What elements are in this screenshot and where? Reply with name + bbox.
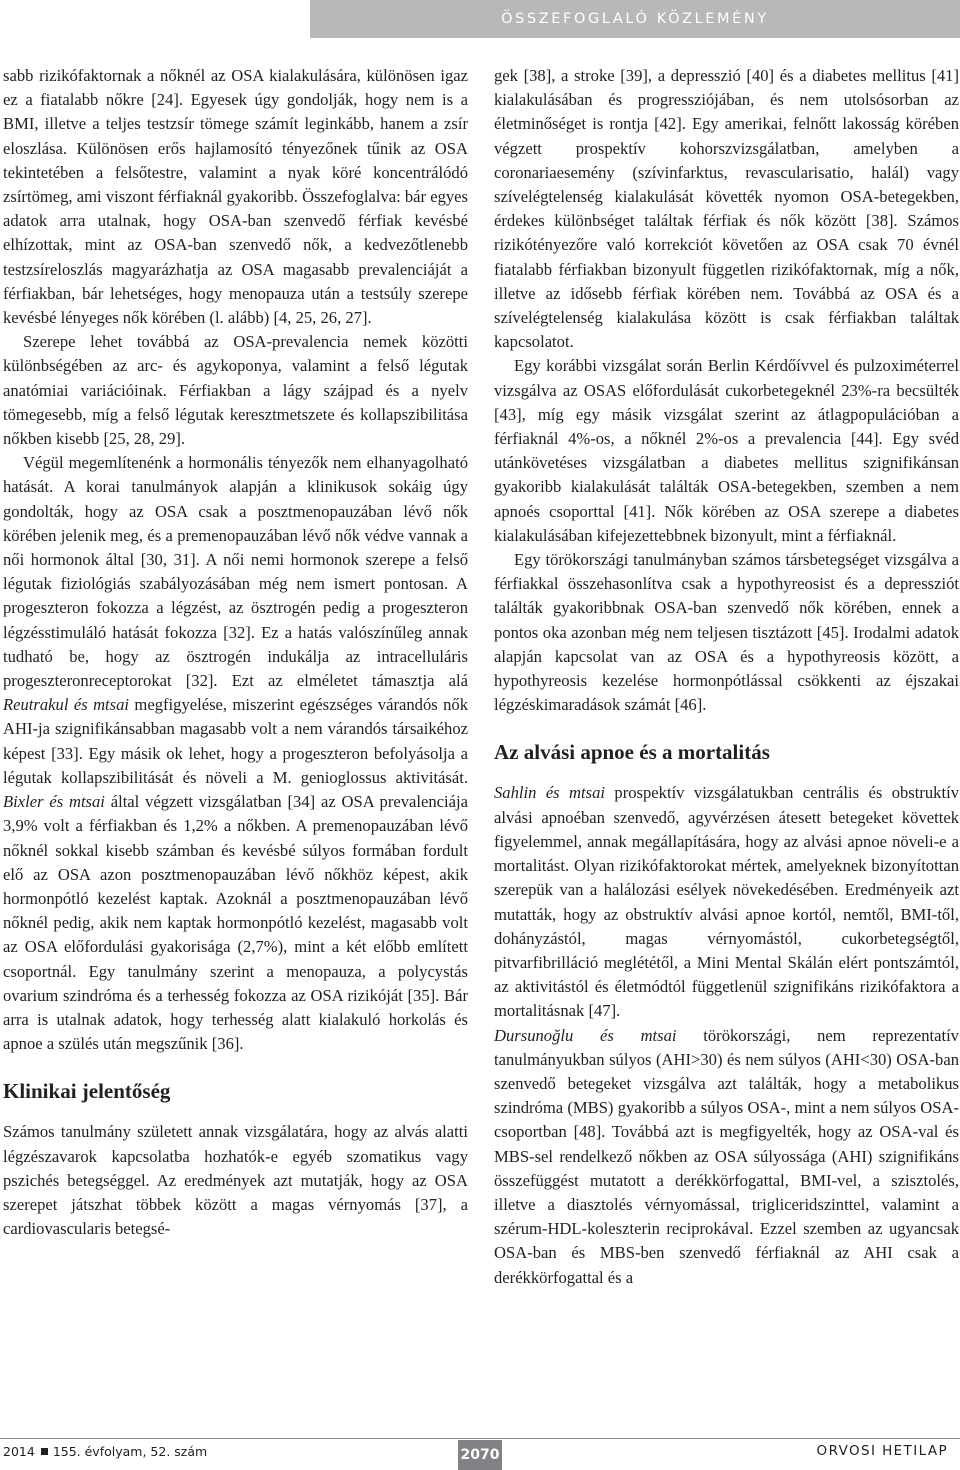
paragraph-text: törökországi, nem reprezentatív tanulmányukban súlyos (AHI>30) és nem súlyos (AHI<30) OSA-ban szenvedő betegeket vizsgálva azt találták, hogy a metabolikus szindróma (MBS) gyakoribb a súlyos OSA-, mint a nem súlyos OSA-csoportban [48]. Továbbá azt is megfigyelték, hogy az OSA-val és MBS-sel rendelkező nőkben az OSA súlyossága (AHI) szignifikáns összefüggést mutatott a derékkörfogattal, BMI-vel, a szisztolés, illetve a diasztolés vérnyomással, trigliceridszinttel, valamint a szérum-HDL-koleszterin reciprokával. Ezzel szemben az ugyancsak OSA-ban és MBS-ben szenvedő férfiaknál az AHI csak a derékkörfogattal és a <box>494 1025 959 1287</box>
left-paragraph-1: sabb rizikófaktornak a nőknél az OSA kialakulására, különösen igaz ez a fiatalabb nőkre [24]. Egyesek úgy gondolják, hogy nem is a BMI, illetve a teljes testzsír tömege számít leginkább, hanem a zsír eloszlása. Különösen erős hajlamosító tényezőnek tűnik az OSA tekintetében a felsőtestre, valamint a nyak köré koncentrálódó zsírtömeg, ami viszont férfiaknál gyakoribb. Összefoglalva: bár egyes adatok arra utalnak, hogy OSA-ban szenvedő férfiak kevésbé elhízottak, mint az OSA-ban szenvedő nők, a kedvezőtlenebb testzsíreloszlás magyarázhatja az OSA magasabb prevalenciáját a férfiakban, bár lehetséges, hogy menopauza után a testsúly szerepe kevésbé lényeges nők körében (l. alább) [4, 25, 26, 27]. <box>3 66 468 328</box>
journal-name: ORVOSI HETILAP <box>816 1443 948 1459</box>
square-bullet-icon <box>41 1448 48 1455</box>
paragraph-text: Végül megemlítenénk a hormonális tényezők nem elhanyagolható hatását. A korai tanulmányok alapján a klinikusok sokáig úgy gondolták, hogy az OSA csak a posztmenopauzában lévő nők körében jelenik meg, és a premenopauzában lévő nők védve vannak a női hormonok által [30, 31]. A női nemi hormonok szerepe a felső légutak fiziológiás szabályozásában még nem ismert pontosan. A progeszteron fokozza a légzést, az ösztrogén pedig a progeszteron légzésstimuláló hatását fokozza [32]. Ez a hatás valószínűleg annak tudható be, hogy az ösztrogén indukálja az intracelluláris progeszteronreceptorokat [32]. Ezt az elméletet támasztja alá <box>3 453 468 691</box>
left-paragraph-4: Számos tanulmány született annak vizsgálatára, hogy az alvás alatti légzészavarok kapcsolatba hozhatók-e egyéb szomatikus vagy pszichés betegséggel. Az eredmények azt mutatják, hogy az OSA szerepet játszhat többek között a magas vérnyomás [37], a cardiovascularis betegsé- <box>3 1122 468 1239</box>
right-paragraph-1: gek [38], a stroke [39], a depresszió [40] és a diabetes mellitus [41] kialakulásában és progressziójában, és nem utolsósorban az életminőséget is rontja [42]. Egy amerikai, felnőtt lakosság körében végzett prospektív kohorszvizsgálatban, amelyben a coronariaesemény (szívinfarktus, revascularisatio, halál) vagy szívelégtelenség kialakulását követték nyomon OSA-betegekben, érdekes különbséget találtak férfiak és nők között [38]. Számos rizikótényezőre való korrekciót követően az OSA csak 70 évnél fiatalabb férfiakban bizonyult független rizikófaktornak, míg a nők, illetve az idősebb férfiak körében nem. Továbbá az OSA és a szívelégtelenség kialakulása között is csak férfiakban találtak kapcsolatot. <box>494 66 959 352</box>
footer-issue-info <box>3 1444 207 1459</box>
section-heading-clinical: Klinikai jelentőség <box>3 1079 171 1104</box>
footer-issue: 155. évfolyam, 52. szám <box>52 1444 208 1459</box>
right-paragraph-2: Egy korábbi vizsgálat során Berlin Kérdőívvel és pulzoximéterrel vizsgálva az OSAS előfordulását cukorbetegeknél 23%-ra becsülték [43], míg egy másik vizsgálat szerint az átlagpopulációban a férfiaknál 4%-os, a nőknél 2%-os a prevalencia [44]. Egy svéd utánkövetéses vizsgálatban a diabetes mellitus szignifikánsan gyakoribb kialakulását találták OSA-betegekben, szemben a nem apnoés csoporttal [41]. Nők körében az OSA szerepe a diabetes kialakulásában kifejezettebbnek bizonyult, mint a férfiaknál. <box>494 356 959 545</box>
page-number: 2070 <box>460 1447 500 1463</box>
right-paragraph-3: Egy törökországi tanulmányban számos társbetegséget vizsgálva a férfiakkal összehasonlítva csak a hypothyreosist és a depressziót találták gyakoribbnak OSA-ban szenvedő nők körében, ennek a pontos oka azonban még nem teljesen tisztázott [45]. Irodalmi adatok alapján kapcsolat van az OSA és a hypothyreosis között, a hypothyreosis kezelése hormonpótlással csökkenti az éjszakai légzéskimaradások számát [46]. <box>494 550 959 715</box>
left-paragraph-3 <box>3 451 468 1056</box>
page-number-box <box>458 1440 502 1470</box>
author-reference: Dursunoğlu és mtsai <box>494 1025 677 1045</box>
section-header-band <box>310 0 960 38</box>
paragraph-text: prospektív vizsgálatukban centrális és obstruktív alvási apnoéban szenvedő, agyvérzésen átesett betegeket követtek figyelemmel, annak megállapítására, hogy az alvási apnoe növeli-e a mortalitást. Olyan rizikófaktorokat mértek, amelyeknek bizonyítottan szerepük van a halálozási esélyek növekedésében. Eredményeik azt mutatták, hogy az obstruktív alvási apnoe kortól, nemtől, BMI-től, dohányzástól, magas vérnyomástól, cukorbetegségtől, pitvarfibrilláció meglététől, a Mini Mental Skálán elért pontszámtól, az aktivitástól és életmódtól függetlenül szignifikáns rizikófaktora a mortalitásnak [47]. <box>494 783 959 1021</box>
footer-year: 2014 <box>3 1444 35 1459</box>
right-column <box>494 64 959 1290</box>
section-heading-mortality: Az alvási apnoe és a mortalitás <box>494 740 770 765</box>
author-reference: Sahlin és mtsai <box>494 783 606 803</box>
author-reference: Reutrakul és mtsai <box>3 695 130 715</box>
author-reference: Bixler és mtsai <box>3 792 105 812</box>
section-label: ÖSSZEFOGLALÓ KÖZLEMÉNY <box>501 11 769 27</box>
left-paragraph-2: Szerepe lehet továbbá az OSA-prevalencia nemek közötti különbségében az arc- és agykoponya, valamint a felső légutak anatómiai variációinak. Férfiakban a lágy szájpad és a nyelv tömegesebb, míg a felső légutak keresztmetszete és kollapszibilitása nőkben kisebb [25, 28, 29]. <box>3 332 468 449</box>
right-paragraph-4 <box>494 781 959 1023</box>
right-paragraph-5 <box>494 1024 959 1290</box>
footer-divider <box>0 1438 960 1439</box>
paragraph-text: megfigyelése, miszerint egészséges várandós nők AHI-ja szignifikánsabban magasabb volt a nem várandós társaikéhoz képest [33]. Egy másik ok lehet, hogy a progeszteron befolyásolja a légutak kollapszibilitását és növeli a M. genioglossus aktivitását. <box>3 695 468 787</box>
paragraph-text: által végzett vizsgálatban [34] az OSA prevalenciája 3,9% volt a férfiakban és 1,2% a nőkben. A premenopauzában lévő nőknél sokkal kisebb számban és kevésbé súlyos formában fordult elő az OSA azon posztmenopauzában lévő nőkhöz képest, akik hormonpótló kezelést kaptak. Azoknál a posztmenopauzában lévő nőknél pedig, akik nem kaptak hormonpótló kezelést, magasabb volt az OSA előfordulási gyakorisága (2,7%), mint a két előbb említett csoportnál. Egy tanulmány szerint a menopauza, a polycystás ovarium szindróma és a terhesség fokozza az OSA rizikóját [35]. Bár arra is utalnak adatok, hogy terhesség alatt kialakuló horkolás és apnoe a szülés után megszűnik [36]. <box>3 792 468 1054</box>
left-column <box>3 64 468 1241</box>
